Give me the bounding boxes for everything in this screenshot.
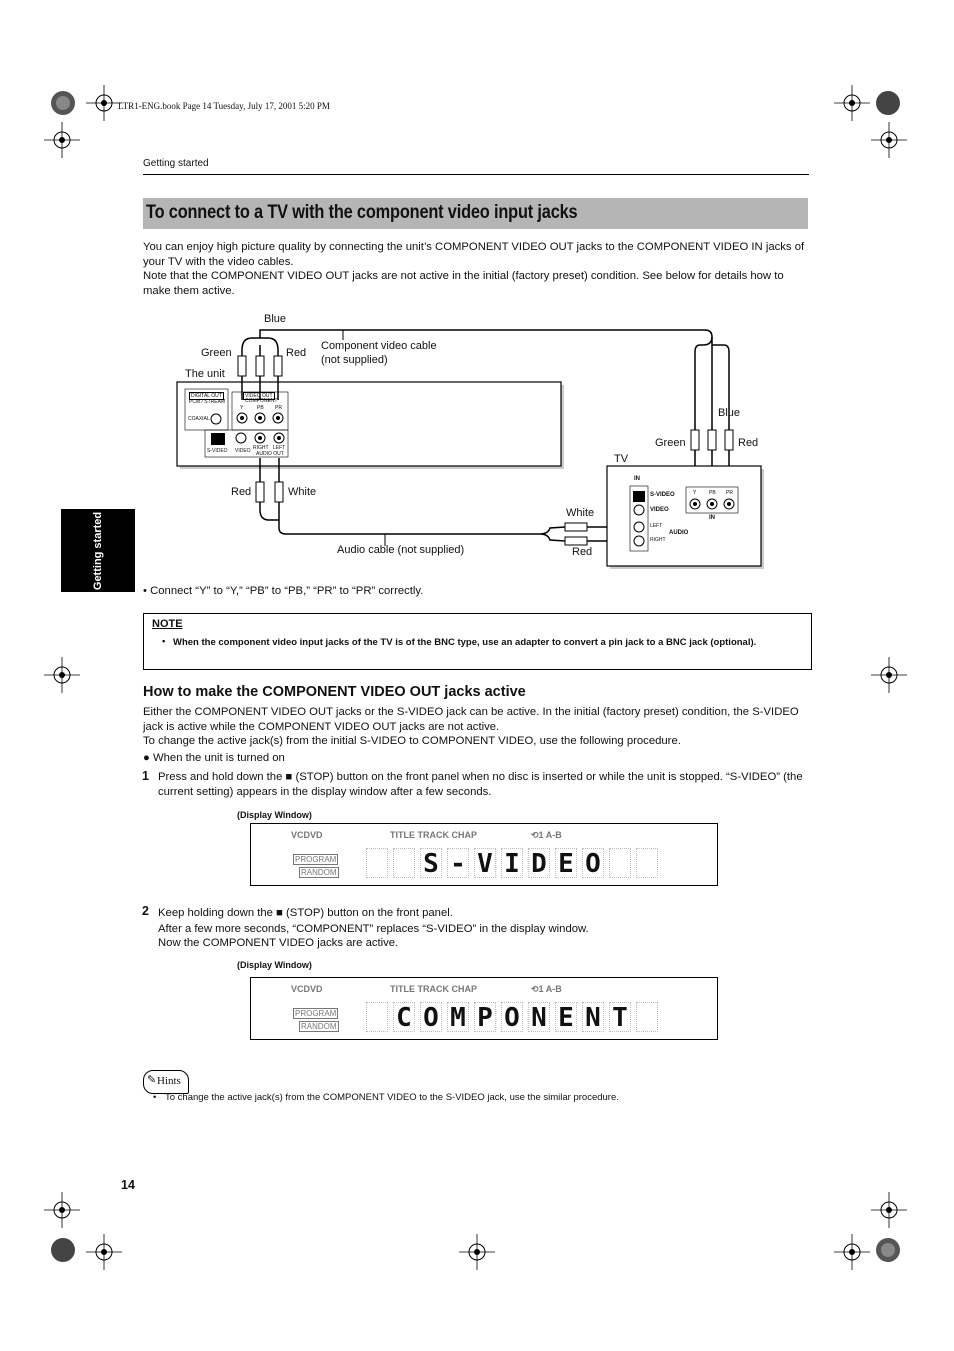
how-to-condition: ● When the unit is turned on (143, 752, 285, 764)
unit-digital-out: DIGITAL OUT (191, 393, 222, 399)
display-repeat-ab: ⟲1 A-B (531, 830, 562, 840)
intro-paragraph-2: Note that the COMPONENT VIDEO OUT jacks are not active in the initial (factory preset) condition. See below for details how to make them active. (143, 270, 784, 297)
registration-mark-icon (834, 1234, 870, 1270)
lcd-cell: P (474, 1002, 496, 1032)
intro-paragraph-1: You can enjoy high picture quality by connecting the unit’s COMPONENT VIDEO OUT jacks to the COMPONENT VIDEO IN jacks of your TV with the video cables. (143, 241, 805, 268)
registration-mark-icon (44, 1192, 80, 1228)
unit-left: LEFT (273, 445, 286, 451)
step-2-line-1: Keep holding down the ■ (STOP) button on the front panel. (158, 907, 453, 919)
unit-pr: PR (275, 405, 282, 411)
side-tab-label: Getting started (92, 511, 104, 590)
lcd-cell: S (420, 848, 442, 878)
tv-pb: PB (709, 490, 716, 496)
display-window-2 (250, 977, 718, 1040)
label-red-tv: Red (738, 437, 759, 449)
display-title-track-chap: TITLE TRACK CHAP (390, 830, 477, 840)
color-target-icon (873, 1235, 903, 1265)
page-number: 14 (121, 1178, 135, 1192)
lcd-cell: V (474, 848, 496, 878)
label-green-top: Green (201, 347, 232, 359)
label-the-unit: The unit (185, 368, 225, 380)
display-random: RANDOM (301, 1022, 337, 1031)
lcd-cell: I (501, 848, 523, 878)
lcd-cell (609, 848, 631, 878)
unit-component: COMPONENT (245, 398, 278, 404)
step-2-number: 2 (142, 904, 149, 918)
lcd-cell (366, 848, 388, 878)
unit-coaxial: COAXIAL (188, 416, 210, 422)
display-vcdvd: VCDVD (291, 830, 323, 840)
display-vcdvd: VCDVD (291, 984, 323, 994)
display-lcd-text (366, 848, 666, 880)
registration-mark-icon (86, 1234, 122, 1270)
unit-y: Y (240, 405, 244, 411)
how-to-heading: How to make the COMPONENT VIDEO OUT jacks active (143, 684, 526, 700)
label-tv: TV (614, 453, 629, 465)
lcd-cell (393, 848, 415, 878)
registration-mark-icon (44, 657, 80, 693)
label-green-tv: Green (655, 437, 686, 449)
tv-audio: AUDIO (669, 530, 689, 536)
lcd-cell (366, 1002, 388, 1032)
step-2-line-2: After a few more seconds, “COMPONENT” replaces “S-VIDEO” in the display window. (158, 923, 589, 935)
lcd-cell: T (609, 1002, 631, 1032)
display-lcd-text (366, 1002, 666, 1034)
display-random: RANDOM (301, 868, 337, 877)
lcd-cell: M (447, 1002, 469, 1032)
label-video-cable-1: Component video cable (321, 340, 437, 352)
hints-label: Hints (157, 1075, 181, 1087)
lcd-cell: - (447, 848, 469, 878)
unit-video: VIDEO (235, 448, 251, 454)
unit-pcm-stream: PCM / STREAM (189, 399, 226, 405)
label-red-bottom: Red (231, 486, 252, 498)
label-blue-top: Blue (264, 313, 287, 325)
note-heading: NOTE (152, 618, 183, 630)
lcd-cell: C (393, 1002, 415, 1032)
step-1-number: 1 (142, 769, 149, 783)
section-header: Getting started (143, 158, 209, 169)
label-audio-cable: Audio cable (not supplied) (337, 544, 465, 556)
book-info: LTR1-ENG.book Page 14 Tuesday, July 17, 2001 5:20 PM (118, 101, 330, 111)
note-bullet-dot: • (162, 636, 166, 647)
label-blue-tv: Blue (718, 407, 741, 419)
display-1-label: (Display Window) (237, 810, 312, 820)
tv-in-bottom: IN (709, 515, 715, 521)
lcd-cell: D (528, 848, 550, 878)
label-red-tv-audio: Red (572, 546, 593, 558)
display-program: PROGRAM (295, 855, 337, 864)
label-video-cable-2: (not supplied) (321, 354, 388, 366)
lcd-cell (636, 1002, 658, 1032)
label-white-tv: White (566, 507, 595, 519)
hand-icon: ✎ (147, 1074, 157, 1086)
connect-note: • Connect “Y” to “Y,” “PB” to “PB,” “PR” to “PR” correctly. (143, 585, 424, 597)
unit-right: RIGHT (253, 445, 269, 451)
registration-mark-icon (871, 657, 907, 693)
unit-s-video: S-VIDEO (207, 448, 228, 454)
display-program: PROGRAM (295, 1009, 337, 1018)
hints-bullet-dot: • (153, 1092, 157, 1103)
tv-pr: PR (726, 490, 733, 496)
registration-mark-icon (459, 1234, 495, 1270)
note-bullet: When the component video input jacks of the TV is of the BNC type, use an adapter to convert a pin jack to a BNC jack (optional). (173, 637, 757, 648)
label-white-bottom: White (288, 486, 317, 498)
connection-diagram (0, 0, 954, 620)
hints-bullet: To change the active jack(s) from the COMPONENT VIDEO to the S-VIDEO jack, use the similar procedure. (165, 1092, 619, 1103)
step-1-text: Press and hold down the ■ (STOP) button on the front panel when no disc is inserted or while the unit is stopped. “S-VIDEO” (the current setting) appears in the display window after a few seconds. (158, 771, 803, 798)
tv-left: LEFT (650, 523, 663, 529)
unit-pb: PB (257, 405, 264, 411)
tv-video: VIDEO (650, 507, 669, 513)
lcd-cell: O (582, 848, 604, 878)
how-to-paragraph-1: Either the COMPONENT VIDEO OUT jacks or the S-VIDEO jack can be active. In the initial (factory preset) condition, the S-VIDEO jack is active while the COMPONENT VIDEO OUT jacks are not active. (143, 706, 799, 733)
lcd-cell (636, 848, 658, 878)
display-repeat-ab: ⟲1 A-B (531, 984, 562, 994)
unit-audio-out: AUDIO OUT (256, 451, 284, 457)
lcd-cell: O (420, 1002, 442, 1032)
display-title-track-chap: TITLE TRACK CHAP (390, 984, 477, 994)
step-2-line-3: Now the COMPONENT VIDEO jacks are active. (158, 937, 399, 949)
lcd-cell: N (582, 1002, 604, 1032)
label-red-top: Red (286, 347, 307, 359)
lcd-cell: E (555, 848, 577, 878)
page-title: To connect to a TV with the component video input jacks (146, 202, 578, 223)
hints-badge (143, 1070, 189, 1094)
note-box (143, 613, 812, 670)
tv-right: RIGHT (650, 537, 666, 543)
display-window-1 (250, 823, 718, 886)
lcd-cell: O (501, 1002, 523, 1032)
color-target-icon (48, 1235, 78, 1265)
how-to-paragraph-2: To change the active jack(s) from the initial S-VIDEO to COMPONENT VIDEO, use the following procedure. (143, 735, 681, 747)
registration-mark-icon (871, 1192, 907, 1228)
tv-y: Y (693, 490, 697, 496)
lcd-cell: N (528, 1002, 550, 1032)
lcd-cell: E (555, 1002, 577, 1032)
tv-in-top: IN (634, 476, 640, 482)
display-2-label: (Display Window) (237, 960, 312, 970)
unit-video-out: VIDEO OUT (245, 393, 273, 399)
tv-s-video: S-VIDEO (650, 492, 675, 498)
